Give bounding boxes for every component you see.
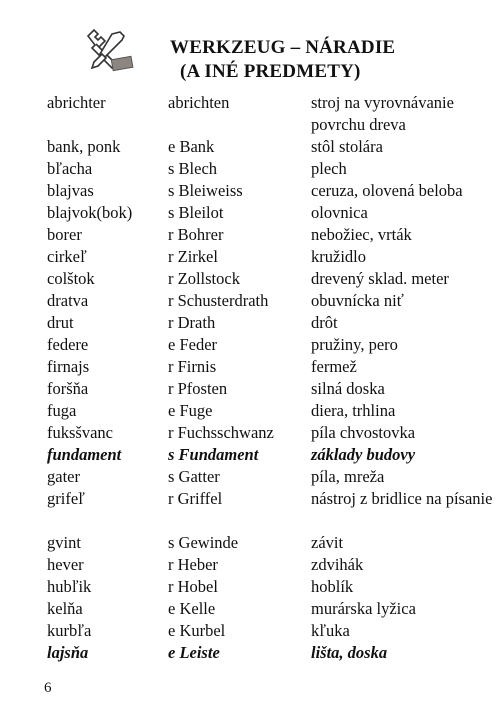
german-term: s Bleilot: [168, 203, 224, 222]
title-line-1: WERKZEUG – NÁRADIE: [170, 37, 396, 58]
list-item: [0, 246, 500, 268]
list-item: [0, 642, 500, 664]
list-item: [0, 92, 500, 136]
list-item: [0, 488, 500, 532]
slovak-term: stôl stolára: [311, 137, 383, 156]
slovak-term: drôt: [311, 313, 338, 332]
slovak-term: diera, trhlina: [311, 401, 396, 420]
german-term: e Bank: [168, 137, 215, 156]
slovak-term: zdvihák: [311, 555, 364, 574]
german-term: e Kurbel: [168, 621, 226, 640]
vocabulary-list: [0, 92, 500, 664]
slovak-term: píla chvostovka: [311, 423, 416, 442]
slovak-term: olovnica: [311, 203, 368, 222]
german-term: s Gatter: [168, 467, 220, 486]
list-item: [0, 268, 500, 290]
german-term: e Leiste: [168, 643, 220, 662]
list-item: [0, 532, 500, 554]
german-term: r Zirkel: [168, 247, 218, 266]
slovak-term: obuvnícka niť: [311, 291, 404, 310]
list-item: [0, 224, 500, 246]
slovak-term: plech: [311, 159, 347, 178]
list-item: [0, 422, 500, 444]
dialect-term: blajvok(bok): [47, 203, 133, 222]
slovak-term: kružidlo: [311, 247, 366, 266]
title-line-2: (A INÉ PREDMETY): [180, 61, 361, 82]
dialect-term: grifeľ: [47, 489, 85, 508]
german-term: e Feder: [168, 335, 218, 354]
slovak-term: hoblík: [311, 577, 354, 596]
german-term: r Firnis: [168, 357, 217, 376]
german-term: s Gewinde: [168, 533, 239, 552]
list-item: [0, 158, 500, 180]
german-term: r Heber: [168, 555, 218, 574]
slovak-term: murárska lyžica: [311, 599, 416, 618]
slovak-term: závit: [311, 533, 344, 552]
list-item: [0, 598, 500, 620]
slovak-term: ceruza, olovená beloba: [311, 181, 463, 200]
dialect-term: kelňa: [47, 599, 83, 618]
german-term: e Fuge: [168, 401, 213, 420]
german-term: s Blech: [168, 159, 218, 178]
german-term: r Bohrer: [168, 225, 224, 244]
german-term: r Griffel: [168, 489, 223, 508]
german-term: s Fundament: [168, 445, 259, 464]
list-item: [0, 356, 500, 378]
dialect-term: borer: [47, 225, 82, 244]
page-title: [170, 36, 490, 84]
dialect-term: abrichter: [47, 93, 106, 112]
dialect-term: hever: [47, 555, 84, 574]
slovak-term: stroj na vyrovnávanie povrchu dreva: [311, 93, 454, 134]
german-term: r Drath: [168, 313, 216, 332]
list-item: [0, 334, 500, 356]
page-number: 6: [44, 680, 52, 696]
list-item: [0, 202, 500, 224]
dialect-term: kurbľa: [47, 621, 92, 640]
list-item: [0, 180, 500, 202]
slovak-term: silná doska: [311, 379, 385, 398]
list-item: [0, 136, 500, 158]
list-item: [0, 290, 500, 312]
dialect-term: fundament: [47, 445, 122, 464]
list-item: [0, 444, 500, 466]
dialect-term: firnajs: [47, 357, 90, 376]
slovak-term: základy budovy: [311, 445, 416, 464]
wrench-screwdriver-icon: [82, 26, 134, 76]
dialect-term: blajvas: [47, 181, 94, 200]
slovak-term: kľuka: [311, 621, 350, 640]
list-item: [0, 378, 500, 400]
german-term: r Zollstock: [168, 269, 240, 288]
slovak-term: lišta, doska: [311, 643, 388, 662]
german-term: r Pfosten: [168, 379, 228, 398]
list-item: [0, 312, 500, 334]
list-item: [0, 554, 500, 576]
dialect-term: lajsňa: [47, 643, 89, 662]
dialect-term: drut: [47, 313, 74, 332]
german-term: e Kelle: [168, 599, 216, 618]
list-item: [0, 466, 500, 488]
slovak-term: drevený sklad. meter: [311, 269, 449, 288]
german-term: r Hobel: [168, 577, 218, 596]
german-term: r Fuchsschwanz: [168, 423, 274, 442]
slovak-term: píla, mreža: [311, 467, 385, 486]
dialect-term: gvint: [47, 533, 81, 552]
dialect-term: federe: [47, 335, 89, 354]
german-term: s Bleiweiss: [168, 181, 243, 200]
dialect-term: hubľik: [47, 577, 92, 596]
slovak-term: nebožiec, vrták: [311, 225, 412, 244]
slovak-term: fermež: [311, 357, 357, 376]
dialect-term: gater: [47, 467, 80, 486]
list-item: [0, 620, 500, 642]
slovak-term: pružiny, pero: [311, 335, 398, 354]
dialect-term: colštok: [47, 269, 95, 288]
list-item: [0, 400, 500, 422]
list-item: [0, 576, 500, 598]
german-term: abrichten: [168, 93, 230, 112]
slovak-term: nástroj z bridlice na písanie: [311, 489, 493, 508]
dialect-term: dratva: [47, 291, 89, 310]
dialect-term: fuga: [47, 401, 77, 420]
dialect-term: bľacha: [47, 159, 93, 178]
dialect-term: cirkeľ: [47, 247, 87, 266]
german-term: r Schusterdrath: [168, 291, 269, 310]
dialect-term: foršňa: [47, 379, 89, 398]
dialect-term: bank, ponk: [47, 137, 121, 156]
dialect-term: fuksšvanc: [47, 423, 113, 442]
